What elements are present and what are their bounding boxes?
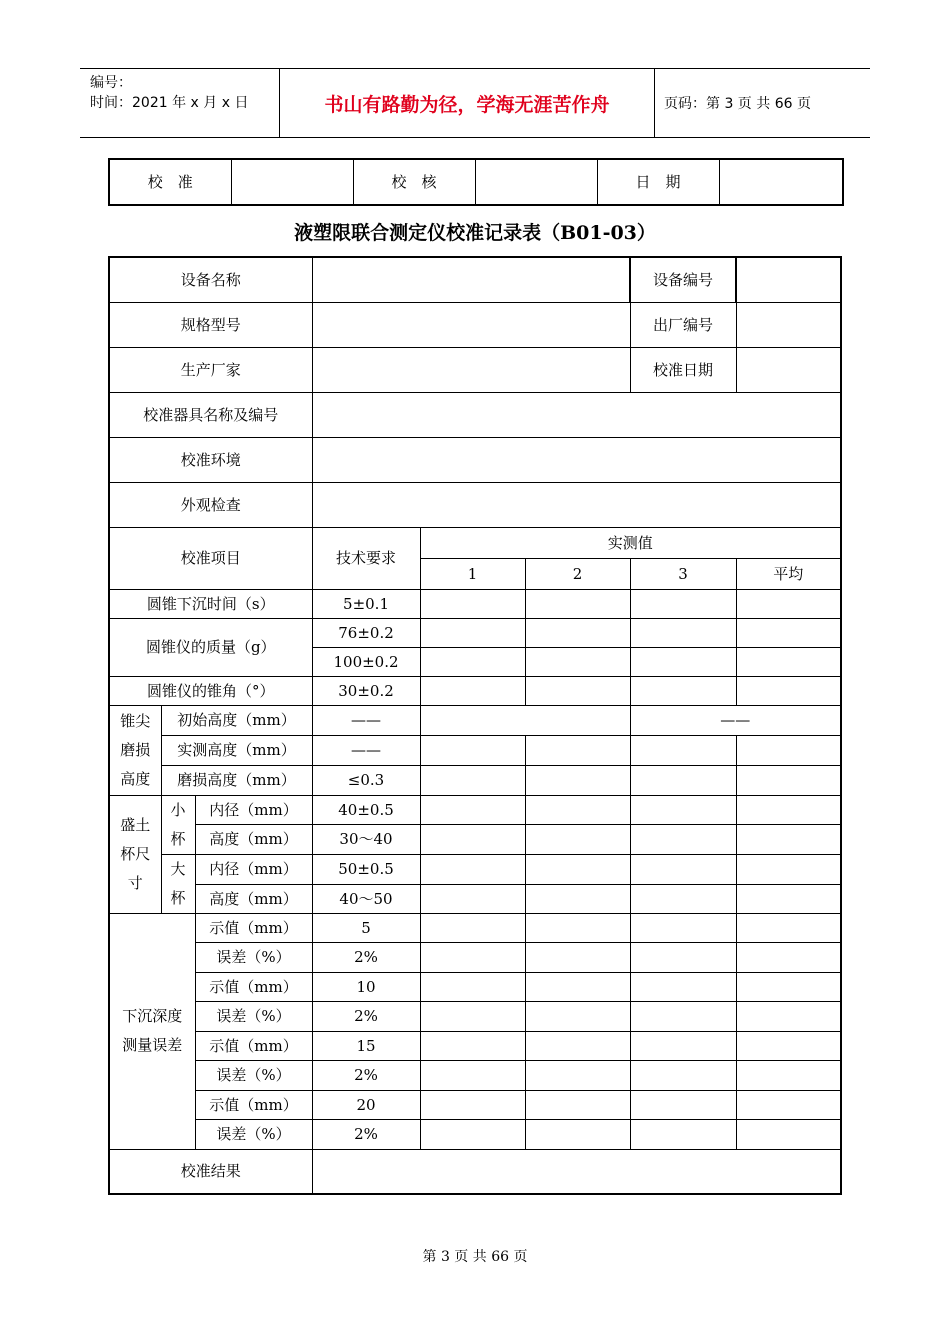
environment-field[interactable] <box>312 437 841 482</box>
date-label: 日 期 <box>597 159 719 205</box>
value-cell[interactable] <box>736 1060 841 1090</box>
value-cell[interactable] <box>736 647 841 676</box>
angle-label: 圆锥仪的锥角（°） <box>109 676 312 705</box>
value-cell[interactable] <box>630 1001 736 1031</box>
value-cell[interactable] <box>420 913 525 942</box>
value-cell[interactable] <box>736 676 841 705</box>
wear-height-label: 磨损高度（mm） <box>161 765 312 795</box>
page-header <box>80 68 870 138</box>
value-cell[interactable] <box>525 1031 630 1060</box>
value-cell[interactable] <box>736 942 841 972</box>
err-value: 2% <box>312 1060 420 1090</box>
page-footer: 第 3 页 共 66 页 <box>422 1249 528 1265</box>
value-cell[interactable] <box>525 942 630 972</box>
sink-time-req: 5±0.1 <box>312 589 420 618</box>
result-field[interactable] <box>312 1149 841 1194</box>
value-cell[interactable] <box>525 1001 630 1031</box>
time-label: 时间：2021 年 x 月 x 日 <box>90 95 249 111</box>
value-cell[interactable] <box>420 1060 525 1090</box>
value-cell[interactable] <box>525 1090 630 1119</box>
value-cell[interactable] <box>420 942 525 972</box>
value-cell[interactable] <box>525 795 630 825</box>
value-cell[interactable] <box>525 825 630 855</box>
err-label: 误差（%） <box>195 1060 312 1090</box>
small-height-req: 30～40 <box>312 825 420 855</box>
large-inner-d-req: 50±0.5 <box>312 854 420 884</box>
value-cell[interactable] <box>736 735 841 765</box>
err-value: 2% <box>312 1001 420 1031</box>
spec-model-field[interactable] <box>312 302 630 347</box>
value-cell[interactable] <box>630 972 736 1001</box>
value-cell[interactable] <box>525 765 630 795</box>
calib-date-field[interactable] <box>736 347 841 392</box>
value-cell[interactable] <box>525 676 630 705</box>
value-cell[interactable] <box>630 795 736 825</box>
value-cell[interactable] <box>420 1031 525 1060</box>
value-cell[interactable] <box>630 1060 736 1090</box>
check-label: 校 核 <box>353 159 475 205</box>
appearance-field[interactable] <box>312 482 841 527</box>
calib-date-label: 校准日期 <box>630 347 736 392</box>
calibration-table <box>108 256 842 1195</box>
mass-label: 圆锥仪的质量（g） <box>109 618 312 676</box>
small-cup-label: 小 杯 <box>161 795 195 854</box>
value-cell[interactable] <box>630 647 736 676</box>
sign-table <box>108 158 844 206</box>
factory-no-field[interactable] <box>736 302 841 347</box>
value-cell[interactable] <box>630 942 736 972</box>
instrument-field[interactable] <box>312 392 841 437</box>
value-cell[interactable] <box>736 618 841 647</box>
instrument-label: 校准器具名称及编号 <box>109 392 312 437</box>
large-height-req: 40～50 <box>312 884 420 913</box>
value-cell[interactable] <box>630 1090 736 1119</box>
value-cell[interactable] <box>736 1001 841 1031</box>
err-label: 误差（%） <box>195 1119 312 1149</box>
value-cell[interactable] <box>525 854 630 884</box>
value-cell[interactable] <box>630 589 736 618</box>
value-cell[interactable] <box>736 913 841 942</box>
sink-time-label: 圆锥下沉时间（s） <box>109 589 312 618</box>
value-cell[interactable] <box>525 647 630 676</box>
value-cell[interactable] <box>630 735 736 765</box>
init-height-label: 初始高度（mm） <box>161 705 312 735</box>
value-cell[interactable] <box>630 884 736 913</box>
value-cell[interactable] <box>420 647 525 676</box>
motto: 书山有路勤为径，学海无涯苦作舟 <box>280 69 655 137</box>
header-meta <box>80 69 280 137</box>
value-cell[interactable] <box>630 913 736 942</box>
show-label: 示值（mm） <box>195 1031 312 1060</box>
show-value: 15 <box>312 1031 420 1060</box>
value-cell[interactable] <box>630 765 736 795</box>
device-no-label: 设备编号 <box>630 257 736 302</box>
value-cell[interactable] <box>525 735 630 765</box>
value-cell[interactable] <box>420 795 525 825</box>
value-cell[interactable] <box>630 676 736 705</box>
angle-req: 30±0.2 <box>312 676 420 705</box>
value-cell[interactable] <box>736 884 841 913</box>
value-cell[interactable] <box>420 618 525 647</box>
value-cell[interactable] <box>630 618 736 647</box>
value-cell[interactable] <box>420 765 525 795</box>
number-label: 编号： <box>90 75 132 91</box>
calibrate-field[interactable] <box>231 159 353 205</box>
page-info: 页码：第 3 页 共 66 页 <box>664 96 811 112</box>
value-cell[interactable] <box>525 618 630 647</box>
mass-req-2: 100±0.2 <box>312 647 420 676</box>
value-cell[interactable] <box>736 1031 841 1060</box>
show-value: 20 <box>312 1090 420 1119</box>
value-cell[interactable] <box>525 589 630 618</box>
value-cell[interactable] <box>420 735 525 765</box>
value-cell[interactable] <box>736 795 841 825</box>
tip-wear-group: 锥尖 磨损 高度 <box>109 705 161 795</box>
manufacturer-field[interactable] <box>312 347 630 392</box>
value-cell[interactable] <box>736 972 841 1001</box>
avg-header: 平均 <box>736 558 841 589</box>
manufacturer-label: 生产厂家 <box>109 347 312 392</box>
appearance-label: 外观检查 <box>109 482 312 527</box>
show-value: 5 <box>312 913 420 942</box>
large-inner-d-label: 内径（mm） <box>195 854 312 884</box>
value-cell[interactable] <box>420 676 525 705</box>
device-name-field[interactable] <box>312 257 630 302</box>
err-value: 2% <box>312 1119 420 1149</box>
value-cell[interactable] <box>420 1001 525 1031</box>
spec-model-label: 规格型号 <box>109 302 312 347</box>
value-cell[interactable] <box>420 884 525 913</box>
m1-header: 1 <box>420 558 525 589</box>
wear-height-req: ≤0.3 <box>312 765 420 795</box>
mass-req-1: 76±0.2 <box>312 618 420 647</box>
value-cell[interactable] <box>736 765 841 795</box>
value-cell[interactable] <box>736 854 841 884</box>
value-cell[interactable] <box>525 1060 630 1090</box>
value-cell[interactable] <box>630 854 736 884</box>
device-name-label: 设备名称 <box>109 257 312 302</box>
init-height-req: —— <box>312 705 420 735</box>
req-header: 技术要求 <box>312 527 420 589</box>
show-value: 10 <box>312 972 420 1001</box>
large-height-label: 高度（mm） <box>195 884 312 913</box>
err-label: 误差（%） <box>195 942 312 972</box>
show-label: 示值（mm） <box>195 1090 312 1119</box>
value-cell[interactable] <box>420 972 525 1001</box>
err-label: 误差（%） <box>195 1001 312 1031</box>
value-cell[interactable] <box>630 1031 736 1060</box>
environment-label: 校准环境 <box>109 437 312 482</box>
value-cell[interactable] <box>420 854 525 884</box>
small-inner-d-req: 40±0.5 <box>312 795 420 825</box>
depth-error-group: 下沉深度 测量误差 <box>109 913 195 1149</box>
m3-header: 3 <box>630 558 736 589</box>
small-inner-d-label: 内径（mm） <box>195 795 312 825</box>
item-header: 校准项目 <box>109 527 312 589</box>
value-cell[interactable] <box>420 1119 525 1149</box>
value-cell[interactable] <box>525 972 630 1001</box>
calibrate-label: 校 准 <box>109 159 231 205</box>
init-height-field[interactable] <box>420 705 630 735</box>
init-height-dash: —— <box>630 705 841 735</box>
page-title: 液塑限联合测定仪校准记录表（B01-03） <box>294 222 656 244</box>
cup-size-group: 盛土 杯尺 寸 <box>109 795 161 913</box>
result-label: 校准结果 <box>109 1149 312 1194</box>
m2-header: 2 <box>525 558 630 589</box>
value-cell[interactable] <box>525 1119 630 1149</box>
value-cell[interactable] <box>630 825 736 855</box>
value-cell[interactable] <box>736 589 841 618</box>
value-cell[interactable] <box>420 589 525 618</box>
measured-header: 实测值 <box>420 527 841 558</box>
factory-no-label: 出厂编号 <box>630 302 736 347</box>
device-no-field[interactable] <box>736 257 841 302</box>
value-cell[interactable] <box>525 913 630 942</box>
small-height-label: 高度（mm） <box>195 825 312 855</box>
large-cup-label: 大 杯 <box>161 854 195 913</box>
show-label: 示值（mm） <box>195 913 312 942</box>
date-field[interactable] <box>719 159 843 205</box>
value-cell[interactable] <box>736 1119 841 1149</box>
meas-height-req: —— <box>312 735 420 765</box>
show-label: 示值（mm） <box>195 972 312 1001</box>
value-cell[interactable] <box>420 825 525 855</box>
err-value: 2% <box>312 942 420 972</box>
value-cell[interactable] <box>420 1090 525 1119</box>
value-cell[interactable] <box>736 1090 841 1119</box>
value-cell[interactable] <box>630 1119 736 1149</box>
value-cell[interactable] <box>736 825 841 855</box>
check-field[interactable] <box>475 159 597 205</box>
meas-height-label: 实测高度（mm） <box>161 735 312 765</box>
value-cell[interactable] <box>525 884 630 913</box>
